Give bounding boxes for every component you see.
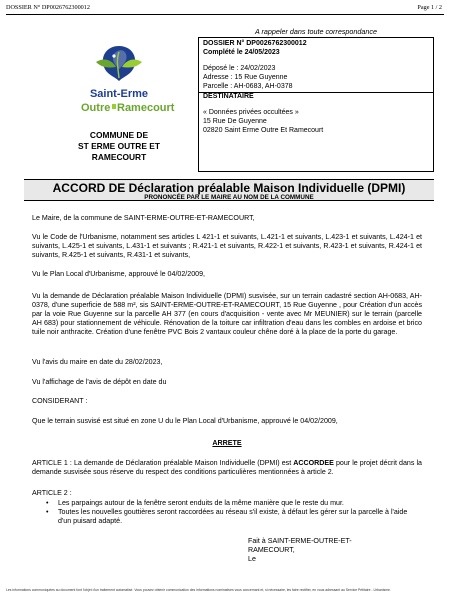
document-subtitle: PRONONCÉE PAR LE MAIRE AU NOM DE LA COMMUNE [144, 194, 314, 201]
signoff [248, 537, 388, 564]
logo-line2b: Ramecourt [117, 102, 175, 114]
document-title: ACCORD DE Déclaration préalable Maison Individuelle (DPMI) [52, 181, 406, 195]
posting-notice: Vu l'affichage de l'avis de dépôt en date du [32, 378, 167, 386]
plu-reference: Vu le Plan Local d'Urbanisme, approuvé le 04/02/2009, [32, 270, 206, 278]
dossier-header: DOSSIER N° DP0026762300012 [6, 4, 90, 11]
signoff-date: Le [248, 555, 256, 564]
logo-line2: Outre [81, 102, 111, 114]
mayor-intro: Le Maire, de la commune de SAINT-ERME-OUTRE-ET-RAMECOURT, [32, 214, 255, 222]
condition-item: • Toutes les nouvelles gouttières seront raccordées au réseau s'il existe, à défaut les gérer sur la parcelle à l'aide d'un puisard adapté. [46, 508, 422, 526]
article-2-conditions [46, 499, 422, 526]
zone-statement: Que le terrain susvisé est situé en zone U du le Plan Local d'Urbanisme, approuvé le 04/02/2009, [32, 417, 338, 425]
box-completed-date: Complété le 24/05/2023 [203, 49, 280, 56]
box-recipient-line: 15 Rue De Guyenne [203, 118, 267, 125]
accordee-status: ACCORDEE [293, 459, 334, 467]
signoff-line: Fait à SAINT-ERME-OUTRE-ET- [248, 537, 352, 545]
privacy-footer: Les informations communiquées au document font l'objet d'un traitement automatisé. Vous pouvez obtenir communication des informations nominatives vous concernant et, si nécessaire, les faire rectifier, en vous adressant au Service Pétitaire - Urbanisme. [6, 588, 391, 592]
reference-reminder: A rappeler dans toute correspondance [254, 27, 377, 36]
box-dossier-number: DOSSIER N° DP0026762300012 [203, 40, 307, 47]
article-1 [32, 459, 422, 477]
mayor-opinion: Vu l'avis du maire en date du 28/02/2023, [32, 358, 163, 366]
commune-line: COMMUNE DE [89, 130, 149, 140]
commune-logo [74, 42, 175, 120]
commune-name [50, 130, 188, 163]
commune-line: RAMECOURT [91, 152, 147, 162]
box-parcel: Parcelle : AH-0683, AH-0378 [203, 83, 293, 90]
box-recipient-line: « Données privées occultées » [203, 109, 299, 116]
box-filed-date: Déposé le : 24/02/2023 [203, 65, 276, 72]
box-divider [199, 92, 433, 93]
article-1-text: ARTICLE 1 : La demande de Déclaration préalable Maison Individuelle (DPMI) est [32, 459, 294, 467]
bird-with-heart-logo-icon [74, 42, 175, 120]
header-divider [6, 14, 444, 15]
considerant-heading: CONSIDERANT : [32, 397, 88, 405]
box-recipient-label: DESTINATAIRE [203, 93, 254, 100]
request-description: Vu la demande de Déclaration préalable Maison Individuelle (DPMI) susvisée, sur un terrain cadastré section AH-0683, AH-0378, d'une superficie de 588 m², sis SAINT-ERME-OUTRE-ET-RAMECOURT, 15 Rue Guyenne , pour Création d'un accès par la voie Rue Guyenne sur la parcelle AH 377 (en cours d'acquisition - vente avec Mr MEUNIER) sur le terrain (parcelle AH 683) pour stationnement de véhicule. Rénovation de la toiture car infiltration d'eau dans les combles en ardoise et brico tuile noir anthracite. Création d'une fenêtre PVC Bois 2 vantaux couleur chêne doré à la place de la porte du garage. [32, 292, 422, 337]
box-recipient-line: 02820 Saint Erme Outre Et Ramecourt [203, 127, 324, 134]
arrete-heading: ARRETE [212, 439, 242, 447]
logo-line1: Saint-Erme [89, 88, 149, 100]
condition-item: • Les parpaings autour de la fenêtre seront enduits de la même manière que le reste du mur. [46, 499, 422, 508]
dossier-info-box [198, 37, 434, 172]
article-1-text-end: pour le projet décrit dans la demande susvisée sous réserve du respect des conditions particulières mentionnées à article 2. [32, 459, 422, 477]
signoff-line: RAMECOURT, [248, 546, 295, 555]
commune-line: ST ERME OUTRE ET [78, 141, 160, 151]
page-number: Page 1 / 2 [417, 4, 442, 11]
article-2-heading: ARTICLE 2 : [32, 489, 72, 497]
box-address: Adresse : 15 Rue Guyenne [203, 74, 288, 81]
urbanism-code-reference: Vu le Code de l'Urbanisme, notamment ses articles L 421-1 et suivants, L.421-1 et suivants, L.423-1 et suivants, L.424-1 et suivants, L.425-1 et suivants, L.431-1 et suivants ; R.421-1 et suivants, R.422-1 et suivants, R.423-1 et suivants, R.424-1 et suivants, R.425-1 et suivants, R.431-1 et suivants, [32, 233, 422, 260]
